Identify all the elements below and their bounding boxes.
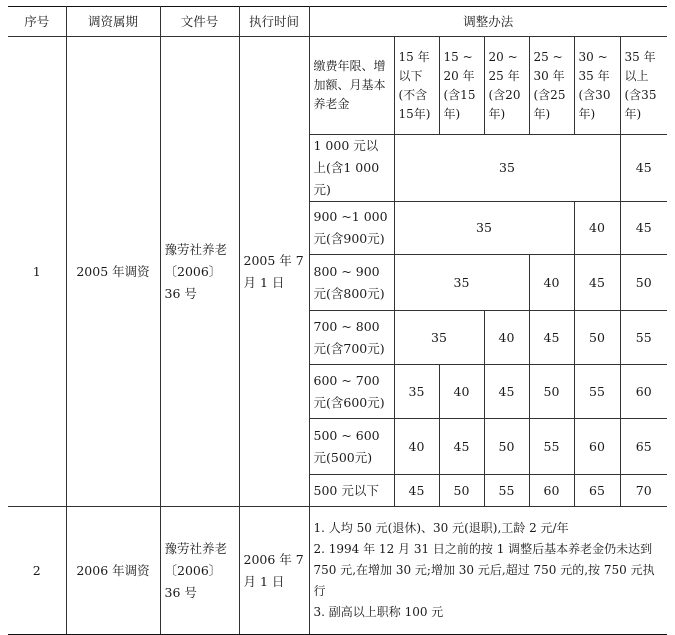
band-value: 40 <box>484 311 529 365</box>
band-value: 45 <box>620 135 667 202</box>
band-value: 50 <box>484 419 529 475</box>
row1-seq: 1 <box>8 37 66 507</box>
band-value: 35 <box>394 365 439 419</box>
year-band-2: 20 ~ 25 年(含20年) <box>484 37 529 135</box>
pension-adjustment-table <box>8 6 667 635</box>
band-value: 60 <box>574 419 620 475</box>
band-value: 45 <box>439 419 484 475</box>
band-value: 60 <box>620 365 667 419</box>
band-label: 700 ~ 800 元(含700元) <box>309 311 394 365</box>
method-line: 1. 人均 50 元(退休)、30 元(退职),工龄 2 元/年 <box>313 521 569 535</box>
band-value: 50 <box>620 255 667 311</box>
band-label: 500 ~ 600 元(500元) <box>309 419 394 475</box>
band-value: 40 <box>529 255 574 311</box>
band-value: 70 <box>620 475 667 507</box>
method-line: 3. 副高以上职称 100 元 <box>313 605 444 619</box>
sub-header-row <box>8 37 667 135</box>
row2-method <box>309 507 667 635</box>
band-value: 35 <box>394 255 529 311</box>
band-value: 40 <box>394 419 439 475</box>
band-label: 500 元以下 <box>309 475 394 507</box>
band-value: 55 <box>529 419 574 475</box>
header-seq: 序号 <box>8 7 66 37</box>
band-value: 35 <box>394 202 574 255</box>
method-line: 2. 1994 年 12 月 31 日之前的按 1 调整后基本养老金仍未达到 750 元,在增加 30 元;增加 30 元后,超过 750 元的,按 750 元执行 <box>313 542 655 598</box>
band-label: 900 ~1 000 元(含900元) <box>309 202 394 255</box>
band-value: 60 <box>529 475 574 507</box>
band-value: 40 <box>574 202 620 255</box>
row2-seq: 2 <box>8 507 66 635</box>
band-value: 45 <box>574 255 620 311</box>
band-value: 50 <box>529 365 574 419</box>
year-band-3: 25 ~ 30 年(含25年) <box>529 37 574 135</box>
band-value: 45 <box>394 475 439 507</box>
band-label: 600 ~ 700 元(含600元) <box>309 365 394 419</box>
band-label: 1 000 元以上(含1 000元) <box>309 135 394 202</box>
band-label: 800 ~ 900 元(含800元) <box>309 255 394 311</box>
band-value: 50 <box>439 475 484 507</box>
row1-exec-time: 2005 年 7 月 1 日 <box>239 37 309 507</box>
header-row <box>8 7 667 37</box>
band-value: 45 <box>484 365 529 419</box>
header-period: 调资属期 <box>66 7 160 37</box>
header-method: 调整办法 <box>309 7 667 37</box>
band-value: 45 <box>620 202 667 255</box>
row2-period: 2006 年调资 <box>66 507 160 635</box>
row1-doc-no: 豫劳社养老〔2006〕36 号 <box>160 37 239 507</box>
header-doc-no: 文件号 <box>160 7 239 37</box>
band-value: 35 <box>394 135 620 202</box>
band-value: 55 <box>484 475 529 507</box>
band-value: 55 <box>620 311 667 365</box>
year-band-0: 15 年以下(不含15年) <box>394 37 439 135</box>
header-exec-time: 执行时间 <box>239 7 309 37</box>
band-value: 65 <box>574 475 620 507</box>
row1-period: 2005 年调资 <box>66 37 160 507</box>
table-row <box>8 507 667 635</box>
band-value: 40 <box>439 365 484 419</box>
year-band-4: 30 ~ 35 年(含30年) <box>574 37 620 135</box>
row2-doc-no: 豫劳社养老〔2006〕36 号 <box>160 507 239 635</box>
band-value: 45 <box>529 311 574 365</box>
band-value: 35 <box>394 311 484 365</box>
row2-exec-time: 2006 年 7 月 1 日 <box>239 507 309 635</box>
year-band-5: 35 年以上(含35年) <box>620 37 667 135</box>
sub-header-corner: 缴费年限、增加额、月基本养老金 <box>309 37 394 135</box>
band-value: 50 <box>574 311 620 365</box>
year-band-1: 15 ~ 20 年(含15年) <box>439 37 484 135</box>
band-value: 55 <box>574 365 620 419</box>
band-value: 65 <box>620 419 667 475</box>
